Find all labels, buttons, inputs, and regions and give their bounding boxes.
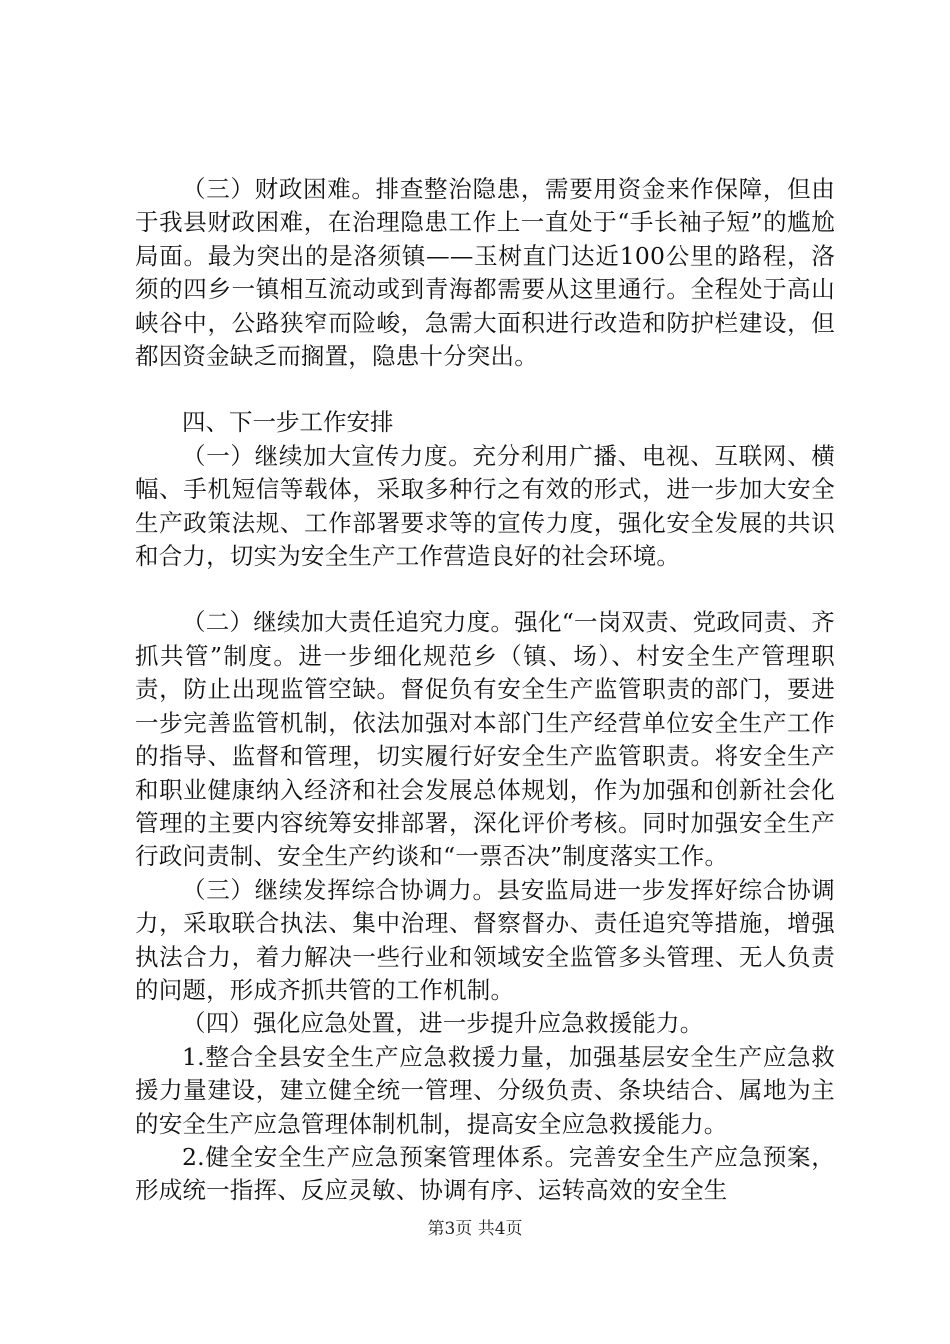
- section-heading-next-steps: 四、下一步工作安排: [182, 408, 394, 437]
- document-body: [135, 173, 835, 1208]
- paragraph-financial-difficulty: （三）财政困难。排查整治隐患，需要用资金来作保障，但由于我县财政困难，在治理隐患工作上一直处于“手长袖子短”的尴尬局面。最为突出的是洛须镇——玉树直门达近100公里的路程，洛须的四乡一镇相互流动或到青海都需要从这里通行。全程处于高山峡谷中，公路狭窄而险峻，急需大面积进行改造和防护栏建设，但都因资金缺乏而搁置，隐患十分突出。: [135, 175, 835, 371]
- paragraph-publicity: （一）继续加大宣传力度。充分利用广播、电视、互联网、横幅、手机短信等载体，采取多种行之有效的形式，进一步加大安全生产政策法规、工作部署要求等的宣传力度，强化安全发展的共识和合力，切实为安全生产工作营造良好的社会环境。: [135, 441, 835, 571]
- paragraph-accountability: （二）继续加大责任追究力度。强化“一岗双责、党政同责、齐抓共管”制度。进一步细化规范乡（镇、场）、村安全生产管理职责，防止出现监管空缺。督促负有安全生产监管职责的部门，要进一步完善监管机制，依法加强对本部门生产经营单位安全生产工作的指导、监督和管理，切实履行好安全生产监管职责。将安全生产和职业健康纳入经济和社会发展总体规划，作为加强和创新社会化管理的主要内容统筹安排部署，深化评价考核。同时加强安全生产行政问责制、安全生产约谈和“一票否决”制度落实工作。: [135, 608, 835, 871]
- paragraph-emergency-heading: （四）强化应急处置，进一步提升应急救援能力。: [182, 1009, 704, 1038]
- paragraph-coordination: （三）继续发挥综合协调力。县安监局进一步发挥好综合协调力，采取联合执法、集中治理、督察督办、责任追究等措施，增强执法合力，着力解决一些行业和领域安全监管多头管理、无人负责的问题，形成齐抓共管的工作机制。: [135, 875, 835, 1004]
- page-footer: 第3页 共4页: [427, 1219, 523, 1239]
- paragraph-emergency-item-1: 1.整合全县安全生产应急救援力量，加强基层安全生产应急救援力量建设，建立健全统一管理、分级负责、条块结合、属地为主的安全生产应急管理体制机制，提高安全应急救援能力。: [135, 1042, 835, 1138]
- paragraph-emergency-item-2: 2.健全安全生产应急预案管理体系。完善安全生产应急预案，形成统一指挥、反应灵敏、协调有序、运转高效的安全生: [135, 1142, 835, 1205]
